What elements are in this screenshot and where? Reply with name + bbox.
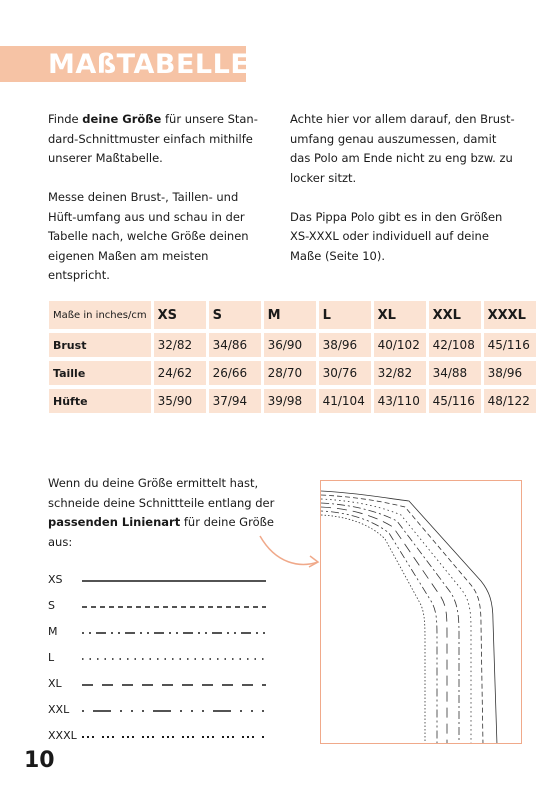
size-header: S [209, 301, 261, 329]
size-header: XL [374, 301, 426, 329]
curved-arrow-icon [256, 520, 322, 570]
legend-row-xl [48, 674, 278, 694]
intro-left-column [48, 110, 266, 305]
table-cell: 40/102 [374, 333, 426, 357]
size-header: XXL [429, 301, 481, 329]
table-cell: 48/122 [484, 389, 536, 413]
table-cell: 37/94 [209, 389, 261, 413]
dotted-line-sample [82, 658, 266, 660]
legend-size-label: L [48, 651, 55, 664]
table-corner-label: Maße in inches/cm [49, 301, 151, 329]
long-dash-line-sample [82, 684, 266, 686]
size-header: XXXL [484, 301, 536, 329]
table-row [49, 361, 536, 385]
table-cell: 42/108 [429, 333, 481, 357]
table-cell: 45/116 [429, 389, 481, 413]
legend-size-label: XL [48, 677, 62, 690]
legend-row-xs [48, 570, 278, 590]
legend-size-label: S [48, 599, 55, 612]
pattern-lines-illustration [321, 481, 522, 744]
dash-dot-line-sample [82, 632, 266, 634]
table-cell: 34/86 [209, 333, 261, 357]
legend-size-label: M [48, 625, 58, 638]
row-label: Hüfte [49, 389, 151, 413]
dot-triple-line-sample [82, 736, 266, 738]
legend-row-m [48, 622, 278, 642]
size-header: XS [154, 301, 206, 329]
table-cell: 30/76 [319, 361, 371, 385]
table-cell: 38/96 [484, 361, 536, 385]
table-cell: 34/88 [429, 361, 481, 385]
legend-row-xxl [48, 700, 278, 720]
intro-right-column [290, 110, 520, 286]
cutting-instructions: Wenn du deine Größe ermittelt hast, schneide deine Schnittteile entlang der passenden Linienart für deine Größe aus: [48, 476, 275, 549]
dash-dot-dot-line-sample [82, 710, 266, 712]
intro-paragraph-1: Finde deine Größe für unsere Stan-dard-Schnittmuster einfach mithilfe unserer Maßtabelle. [48, 112, 258, 165]
size-table [46, 297, 539, 417]
table-cell: 26/66 [209, 361, 261, 385]
row-label: Taille [49, 361, 151, 385]
row-label: Brust [49, 333, 151, 357]
intro-paragraph-3: Achte hier vor allem darauf, den Brust-umfang genau auszumessen, damit das Polo am Ende nicht zu eng bzw. zu locker sitzt. [290, 112, 515, 185]
table-cell: 39/98 [264, 389, 316, 413]
table-cell: 45/116 [484, 333, 536, 357]
table-row [49, 389, 536, 413]
size-table-header [49, 301, 536, 329]
pattern-sample-figure [320, 480, 522, 744]
table-cell: 32/82 [154, 333, 206, 357]
legend-size-label: XXL [48, 703, 70, 716]
solid-line-sample [82, 580, 266, 582]
intro-paragraph-2: Messe deinen Brust-, Taillen- und Hüft-umfang aus und schau in der Tabelle nach, welche Größe deinen eigenen Maßen am meisten entspricht. [48, 190, 249, 282]
table-cell: 24/62 [154, 361, 206, 385]
page-number: 10 [24, 748, 55, 773]
table-cell: 35/90 [154, 389, 206, 413]
table-cell: 36/90 [264, 333, 316, 357]
size-header: L [319, 301, 371, 329]
page-title: MAßTABELLE [48, 49, 250, 80]
legend-row-l [48, 648, 278, 668]
table-cell: 41/104 [319, 389, 371, 413]
table-row [49, 333, 536, 357]
table-cell: 28/70 [264, 361, 316, 385]
dashed-line-sample [82, 606, 266, 608]
legend-size-label: XS [48, 573, 63, 586]
legend-row-xxxl [48, 726, 278, 746]
size-header: M [264, 301, 316, 329]
intro-paragraph-4: Das Pippa Polo gibt es in den Größen XS-XXXL oder individuell auf deine Maße (Seite 10). [290, 209, 503, 263]
legend-size-label: XXXL [48, 729, 77, 742]
table-cell: 32/82 [374, 361, 426, 385]
legend-row-s [48, 596, 278, 616]
table-cell: 43/110 [374, 389, 426, 413]
table-cell: 38/96 [319, 333, 371, 357]
